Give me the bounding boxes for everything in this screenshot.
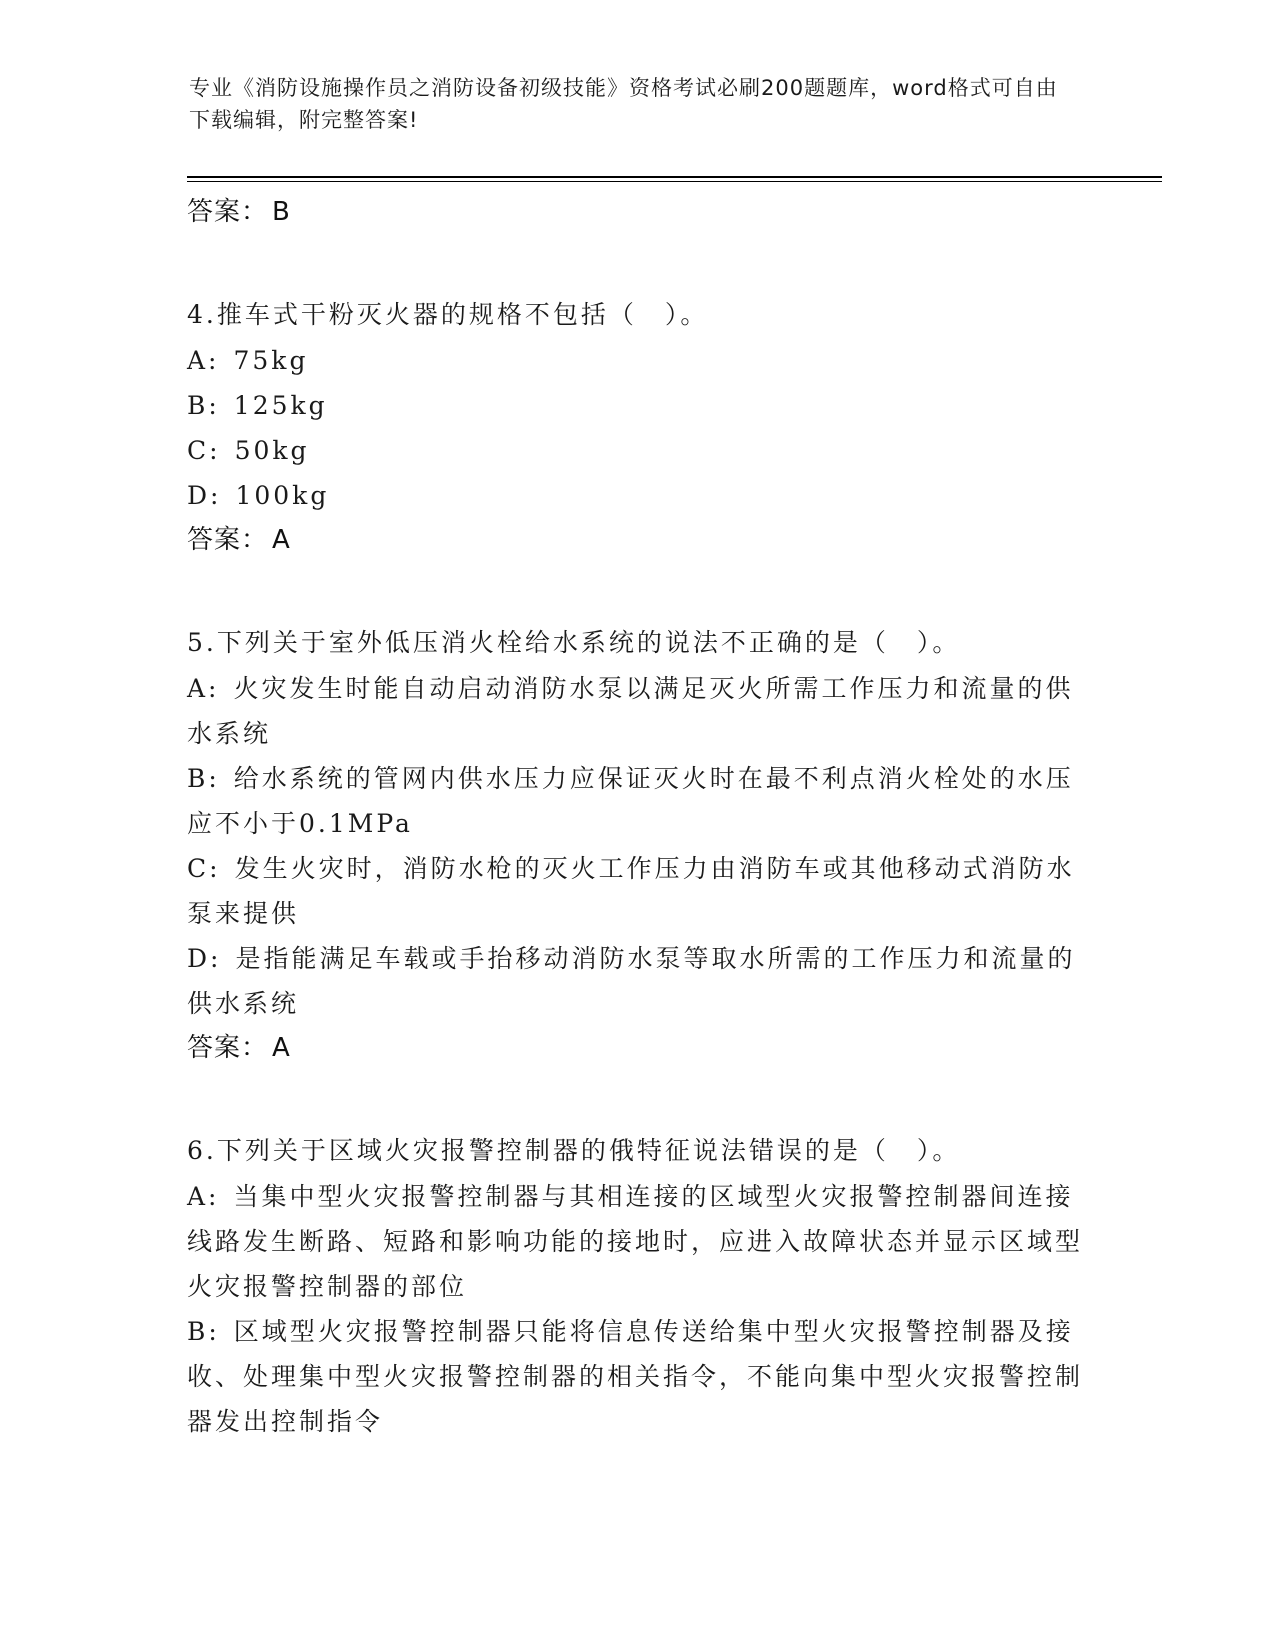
question-list — [187, 190, 1087, 1444]
option-b — [187, 756, 1087, 846]
spacer — [187, 562, 1087, 620]
option-c — [187, 846, 1087, 936]
answer-label: 答案： — [187, 197, 269, 227]
question-6 — [187, 1128, 1087, 1444]
option-d — [187, 473, 1087, 518]
answer-line — [187, 518, 1087, 562]
question-stem — [187, 292, 1087, 338]
option-text: 给水系统的管网内供水压力应保证灭火时在最不利点消火栓处的水压应不小于0.1MPa — [187, 764, 1074, 838]
question-stem — [187, 1128, 1087, 1174]
question-stem — [187, 620, 1087, 666]
spacer — [187, 234, 1087, 292]
option-text: 50kg — [234, 436, 310, 465]
option-d — [187, 936, 1087, 1026]
spacer — [187, 1070, 1087, 1128]
option-letter: B: — [187, 764, 220, 793]
document-header: 专业《消防设施操作员之消防设备初级技能》资格考试必刷200题题库，word格式可自由下载编辑，附完整答案! — [189, 76, 1058, 132]
option-a — [187, 1174, 1087, 1309]
question-number: 6. — [187, 1136, 217, 1165]
option-text: 125kg — [233, 391, 328, 420]
option-text: 发生火灾时，消防水枪的灭火工作压力由消防车或其他移动式消防水泵来提供 — [187, 854, 1075, 928]
question-number: 4. — [187, 300, 217, 329]
question-number: 5. — [187, 628, 217, 657]
option-letter: D: — [187, 944, 222, 973]
question-5 — [187, 620, 1087, 1070]
option-letter: C: — [187, 854, 221, 883]
option-text: 火灾发生时能自动启动消防水泵以满足灭火所需工作压力和流量的供水系统 — [187, 674, 1074, 748]
option-text: 当集中型火灾报警控制器与其相连接的区域型火灾报警控制器间连接线路发生断路、短路和影响功能的接地时，应进入故障状态并显示区域型火灾报警控制器的部位 — [187, 1182, 1084, 1301]
option-c — [187, 428, 1087, 473]
header-rule-thick — [187, 176, 1162, 178]
question-text: 推车式干粉灭火器的规格不包括（ ）。 — [216, 300, 709, 329]
option-letter: A: — [187, 346, 220, 375]
option-letter: B: — [187, 391, 220, 420]
question-text: 下列关于室外低压消火栓给水系统的说法不正确的是（ ）。 — [216, 628, 961, 657]
option-text: 区域型火灾报警控制器只能将信息传送给集中型火灾报警控制器及接收、处理集中型火灾报警控制器的相关指令，不能向集中型火灾报警控制器发出控制指令 — [187, 1317, 1084, 1436]
option-a — [187, 666, 1087, 756]
option-letter: A: — [187, 674, 220, 703]
option-a — [187, 338, 1087, 383]
answer-line — [187, 1026, 1087, 1070]
option-text: 100kg — [235, 481, 330, 510]
option-text: 75kg — [233, 346, 309, 375]
answer-line — [187, 190, 1087, 234]
answer-value: B — [272, 197, 291, 227]
question-4 — [187, 292, 1087, 562]
answer-value: A — [272, 1033, 291, 1063]
option-b — [187, 1309, 1087, 1444]
option-letter: B: — [187, 1317, 220, 1346]
header-rule-thin — [187, 181, 1162, 182]
option-letter: D: — [187, 481, 222, 510]
answer-value: A — [272, 525, 291, 555]
option-text: 是指能满足车载或手抬移动消防水泵等取水所需的工作压力和流量的供水系统 — [187, 944, 1076, 1018]
answer-label: 答案： — [187, 1033, 269, 1063]
option-b — [187, 383, 1087, 428]
option-letter: A: — [187, 1182, 220, 1211]
question-text: 下列关于区域火灾报警控制器的俄特征说法错误的是（ ）。 — [216, 1136, 961, 1165]
answer-label: 答案： — [187, 525, 269, 555]
option-letter: C: — [187, 436, 221, 465]
